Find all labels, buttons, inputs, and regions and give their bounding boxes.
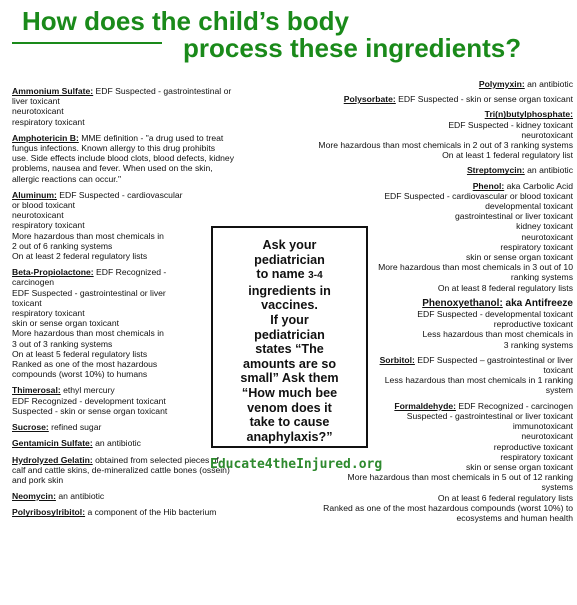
callout-line: pediatrician [254, 327, 325, 342]
ingredient-detail-line: neurotoxicant [521, 431, 573, 442]
title-line-1: How does the child’s body [22, 6, 349, 36]
ingredient-detail-line: kidney toxicant [516, 221, 573, 232]
ingredient-detail-line: toxicant [12, 297, 42, 308]
ingredient-heading [276, 94, 573, 104]
ingredient-heading [276, 109, 573, 119]
ingredient-description: an antibiotic [524, 165, 573, 176]
ingredient-detail-line: respiratory toxicant [500, 241, 573, 252]
pediatrician-callout-box [211, 226, 368, 448]
ingredient-name: Phenoxyethanol: [422, 297, 503, 309]
ingredient-detail-line: More hazardous than most chemicals in [12, 230, 164, 241]
callout-line: Ask your [262, 238, 317, 252]
ingredient-detail-line: skin or sense organ toxicant [465, 252, 573, 263]
ingredient-description: aka Antifreeze [502, 297, 573, 309]
ingredient-name: Hydrolyzed Gelatin: [12, 454, 93, 465]
callout-line: ingredients in [248, 283, 331, 298]
ingredient-detail-line: respiratory toxicant [12, 116, 85, 127]
ingredient-name: Amphotericin B: [12, 132, 79, 143]
ingredient-name: Gentamicin Sulfate: [12, 438, 93, 449]
ingredient-detail-line: allergic reactions can occur." [12, 173, 122, 184]
ingredient-description: EDF Suspected - gastrointestinal or [93, 86, 232, 96]
ingredient-name: Polymyxin: [478, 79, 525, 89]
ingredient-entry [276, 165, 573, 175]
ingredient-detail-line: On at least 8 federal regulatory lists [437, 282, 573, 293]
ingredient-detail-line: Less hazardous than most chemicals in [422, 329, 573, 340]
ingredient-description: an antibiotic [524, 79, 573, 89]
ingredient-heading [12, 491, 274, 501]
ingredient-detail-line: skin or sense organ toxicant [12, 318, 120, 329]
ingredient-description: an antibiotic [92, 438, 141, 449]
ingredient-detail-line: 3 ranking systems [503, 339, 573, 350]
ingredient-entry [12, 507, 274, 517]
ingredient-detail-line: compounds (worst 10%) to humans [12, 369, 148, 380]
ingredient-detail-line: calf and cattle skins, de-mineralized cattle bones (ossein) [12, 464, 230, 475]
ingredient-entry [12, 133, 274, 184]
ingredient-detail-line: skin or sense organ toxicant [465, 461, 573, 472]
ingredient-detail-line: fungus infections. Known allergy to this drug prohibits [12, 143, 216, 154]
ingredient-detail-line: EDF Suspected - developmental toxicant [417, 309, 573, 320]
ingredient-detail-line: immunotoxicant [512, 421, 573, 432]
ingredient-detail-line: Suspected - gastrointestinal or liver toxicant [406, 410, 573, 421]
ingredient-description: obtained from selected pieces of [92, 454, 219, 465]
ingredient-detail-line: reproductive toxicant [493, 319, 573, 330]
ingredient-detail-line: 2 out of 6 ranking systems [12, 240, 113, 251]
ingredient-description: EDF Suspected – gastrointestinal or liver [414, 354, 573, 365]
ingredient-name: Streptomycin: [466, 165, 525, 176]
callout-line: small” Ask them [240, 371, 339, 386]
ingredient-detail-line: EDF Suspected - cardiovascular or blood toxicant [384, 190, 573, 201]
ingredient-description: EDF Suspected - cardiovascular [56, 189, 183, 200]
ingredient-entry [276, 94, 573, 104]
ingredient-detail-line: and pork skin [12, 474, 64, 485]
ingredient-name: Sucrose: [12, 422, 49, 433]
ingredient-description: aka Carbolic Acid [504, 180, 573, 191]
ingredient-detail-line: EDF Suspected - kidney toxicant [448, 119, 573, 130]
ingredient-description: EDF Recognized - [93, 267, 167, 278]
ingredient-name: Polyribosylribitol: [12, 507, 86, 518]
ingredient-name: Beta-Propiolactone: [12, 267, 94, 278]
ingredient-detail-line: neurotoxicant [12, 210, 64, 221]
ingredient-detail-line: neurotoxicant [521, 231, 573, 242]
ingredient-name: Phenol: [472, 180, 505, 191]
ingredient-description: a component of the Hib bacterium [85, 507, 217, 518]
callout-line: pediatrician [254, 252, 325, 267]
ingredient-detail-line: More hazardous than most chemicals in 3 out of 10 [378, 262, 573, 273]
ingredient-entry [276, 109, 573, 160]
callout-line-text: to name [256, 267, 305, 282]
ingredient-description: MME definition - "a drug used to treat [78, 132, 224, 143]
ingredient-detail-line: reproductive toxicant [493, 441, 573, 452]
callout-line: anaphylaxis?” [246, 429, 333, 444]
ingredient-description: EDF Recognized - carcinogen [455, 400, 573, 411]
ingredient-detail-line: neurotoxicant [521, 129, 573, 140]
ingredient-entry [12, 491, 274, 501]
ingredient-detail-line: EDF Recognized - development toxicant [12, 395, 166, 406]
ingredient-heading [276, 79, 573, 89]
ingredient-detail-line: carcinogen [12, 277, 55, 288]
ingredient-description: EDF Suspected - skin or sense organ toxicant [395, 94, 573, 105]
ingredient-detail-line: respiratory toxicant [12, 308, 85, 319]
ingredient-description: refined sugar [48, 422, 102, 433]
ingredient-detail-line: gastrointestinal or liver toxicant [455, 211, 573, 222]
ingredient-heading [12, 133, 274, 143]
ingredient-detail-line: More hazardous than most chemicals in 2 out of 3 ranking systems [318, 140, 573, 151]
ingredient-heading [12, 86, 274, 96]
callout-line [219, 267, 360, 284]
callout-line: states “The [255, 342, 324, 357]
ingredient-detail-line: use. Side effects include blood clots, blood defects, kidney [12, 153, 234, 164]
ingredient-detail-line: liver toxicant [12, 96, 60, 107]
ingredient-detail-line: systems [541, 482, 573, 493]
ingredient-name: Polysorbate: [343, 94, 396, 105]
ingredient-detail-line: respiratory toxicant [500, 451, 573, 462]
callout-line: If your [270, 312, 309, 327]
callout-line: vaccines. [261, 298, 318, 313]
ingredient-name: Formaldehyde: [394, 400, 456, 411]
ingredient-detail-line: On at least 6 federal regulatory lists [437, 492, 573, 503]
ingredient-detail-line: developmental toxicant [485, 201, 573, 212]
callout-line: venom does it [247, 400, 332, 415]
callout-line: “How much bee [241, 385, 338, 400]
ingredient-detail-line: Suspected - skin or sense organ toxicant [12, 405, 168, 416]
ingredient-detail-line: More hazardous than most chemicals in 5 out of 12 ranking [347, 472, 573, 483]
ingredient-detail-line: 3 out of 3 ranking systems [12, 338, 113, 349]
ingredient-name: Aluminum: [12, 189, 57, 200]
ingredient-description: an antibiotic [55, 491, 105, 502]
ingredient-heading [276, 165, 573, 175]
ingredient-detail-line: On at least 2 federal regulatory lists [12, 251, 148, 262]
ingredient-detail-line: system [545, 385, 573, 396]
ingredient-detail-line: Ranked as one of the most hazardous compounds (worst 10%) to [323, 502, 573, 513]
ingredient-detail-line: EDF Suspected - gastrointestinal or liver [12, 287, 166, 298]
ingredient-detail-line: toxicant [543, 365, 573, 376]
ingredient-detail-line: Less hazardous than most chemicals in 1 ranking [384, 375, 573, 386]
ingredient-description: ethyl mercury [60, 385, 115, 396]
ingredient-entry [12, 86, 274, 127]
website-watermark: Educate4theInjured.org [210, 457, 383, 472]
ingredient-name: Tri(n)butylphosphate: [484, 109, 573, 120]
ingredient-detail-line: On at least 5 federal regulatory lists [12, 348, 148, 359]
title-line-2: process these ingredients? [183, 33, 522, 63]
ingredient-detail-line: On at least 1 federal regulatory list [442, 150, 573, 161]
ingredient-name: Neomycin: [12, 491, 56, 502]
title-underline [12, 42, 162, 44]
ingredient-heading [12, 190, 274, 200]
ingredient-detail-line: problems, nausea and fever. When used on the skin, [12, 163, 213, 174]
ingredient-heading [276, 181, 573, 191]
ingredient-detail-line: More hazardous than most chemicals in [12, 328, 164, 339]
callout-line: amounts are so [242, 356, 337, 371]
ingredient-detail-line: ranking systems [510, 272, 573, 283]
ingredient-name: Ammonium Sulfate: [12, 86, 94, 96]
ingredient-detail-line: ecosystems and human health [456, 512, 573, 523]
ingredient-detail-line: neurotoxicant [12, 106, 64, 117]
ingredient-name: Thimerosal: [12, 385, 61, 396]
ingredient-entry [276, 79, 573, 89]
callout-line: take to cause [249, 415, 330, 430]
ingredient-detail-line: Ranked as one of the most hazardous [12, 359, 158, 370]
ingredient-name: Sorbitol: [379, 354, 415, 365]
ingredient-detail-line: or blood toxicant [12, 200, 76, 211]
callout-small-number: 3-4 [308, 270, 323, 282]
ingredient-heading [12, 507, 274, 517]
ingredient-detail-line: respiratory toxicant [12, 220, 85, 231]
